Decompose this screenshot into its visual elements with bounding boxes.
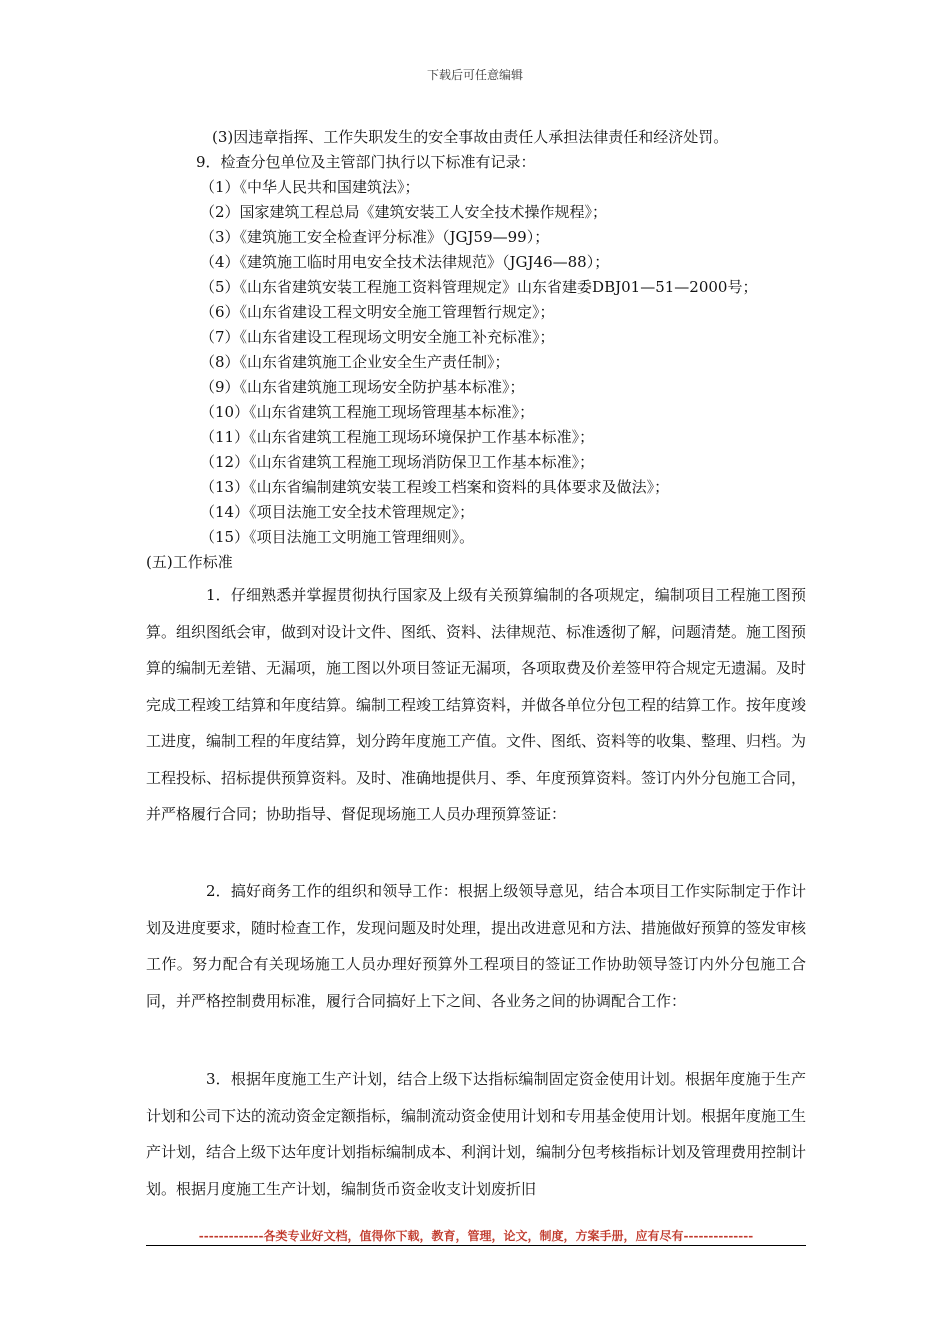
standard-item-8: （8）《山东省建筑施工企业安全生产责任制》； [200,353,510,371]
page-header: 下载后可任意编辑 [426,68,523,82]
standard-item-2: （2）国家建筑工程总局《建筑安装工人安全技术操作规程》； [200,203,608,221]
paragraph-3-text: 3．根据年度施工生产计划，结合上级下达指标编制固定资金使用计划。根据年度施于生产计划和公司下达的流动资金定额指标，编制流动资金使用计划和专用基金使用计划。根据年度施工生产计划，结合上级下达年度计划指标编制成本、利润计划，编制分包考核指标计划及管理费用控制计划。根据月度施工生产计划，编制货币资金收支计划废折旧 [146,1070,807,1198]
standard-item-14: （14）《项目法施工安全技术管理规定》； [200,503,475,521]
footer-divider [146,1245,806,1246]
paragraph-1 [146,577,806,833]
standard-item-11: （11）《山东省建筑工程施工现场环境保护工作基本标准》； [200,428,595,446]
paragraph-1-text: 1．仔细熟悉并掌握贯彻执行国家及上级有关预算编制的各项规定，编制项目工程施工图预算。组织图纸会审，做到对设计文件、图纸、资料、法律规范、标准透彻了解，问题清楚。施工图预算的编制无差错、无漏项，施工图以外项目签证无漏项，各项取费及价差签甲符合规定无遗漏。及时完成工程竣工结算和年度结算。编制工程竣工结算资料，并做各单位分包工程的结算工作。按年度竣工进度，编制工程的年度结算，划分跨年度施工产值。文件、图纸、资料等的收集、整理、归档。为工程投标、招标提供预算资料。及时、准确地提供月、季、年度预算资料。签订内外分包施工合同，并严格履行合同；协助指导、督促现场施工人员办理预算签证： [146,586,807,823]
footer-banner: -------------各类专业好文档，值得你下载，教育，管理，论文，制度，方案手册，应有尽有-------------- [198,1229,754,1243]
standard-item-9: （9）《山东省建筑施工现场安全防护基本标准》； [200,378,525,396]
standard-item-12: （12）《山东省建筑工程施工现场消防保卫工作基本标准》； [200,453,595,471]
standard-item-5: （5）《山东省建筑安装工程施工资料管理规定》山东省建委DBJ01—51—2000号； [200,278,758,296]
text-line-item9: 9．检查分包单位及主管部门执行以下标准有记录： [196,153,536,171]
paragraph-2 [146,873,806,1019]
standard-item-4: （4）《建筑施工临时用电安全技术法律规范》（JGJ46—88）； [200,253,610,271]
standard-item-3: （3）《建筑施工安全检查评分标准》（JGJ59—99）； [200,228,550,246]
standard-item-6: （6）《山东省建设工程文明安全施工管理暂行规定》； [200,303,555,321]
standard-item-1: （1）《中华人民共和国建筑法》； [200,178,420,196]
standard-item-15: （15）《项目法施工文明施工管理细则》。 [200,528,475,546]
paragraph-3 [146,1061,806,1207]
section-heading: (五)工作标准 [146,553,233,571]
standard-item-10: （10）《山东省建筑工程施工现场管理基本标准》； [200,403,535,421]
standard-item-13: （13）《山东省编制建筑安装工程竣工档案和资料的具体要求及做法》； [200,478,670,496]
standard-item-7: （7）《山东省建设工程现场文明安全施工补充标准》； [200,328,555,346]
text-line-item3: (3)因违章指挥、工作失职发生的安全事故由责任人承担法律责任和经济处罚。 [212,128,729,146]
paragraph-2-text: 2．搞好商务工作的组织和领导工作：根据上级领导意见，结合本项目工作实际制定于作计划及进度要求，随时检查工作，发现问题及时处理，提出改进意见和方法、措施做好预算的签发审核工作。努力配合有关现场施工人员办理好预算外工程项目的签证工作协助领导签订内外分包施工合同，并严格控制费用标准，履行合同搞好上下之间、各业务之间的协调配合工作： [146,882,807,1010]
